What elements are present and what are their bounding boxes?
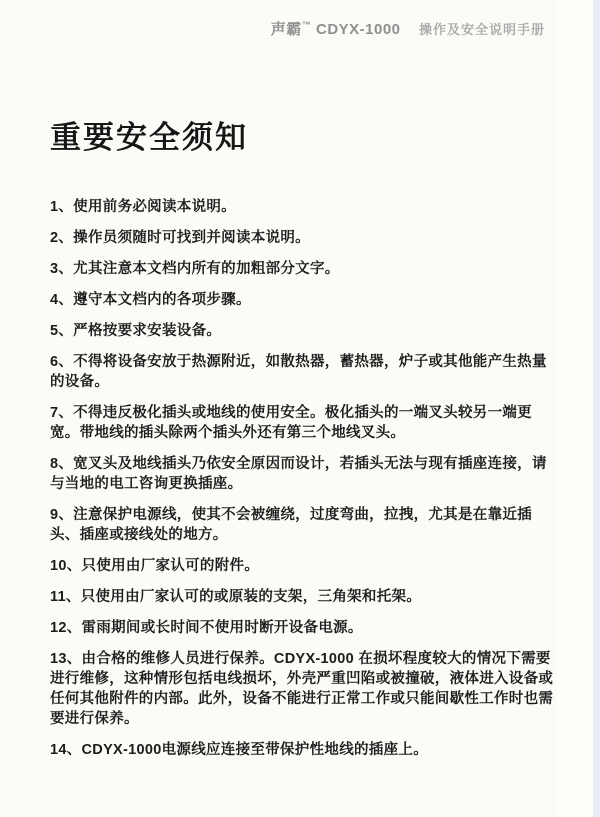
instruction-text: 不得将设备安放于热源附近，如散热器，蓄热器，炉子或其他能产生热量的设备。 [50,354,547,390]
instruction-text: 注意保护电源线，使其不会被缠绕，过度弯曲，拉拽，尤其是在靠近插头、插座或接线处的地方。 [50,507,532,543]
instruction-text: 遵守本文档内的各项步骤。 [73,292,251,308]
instruction-text: 由合格的维修人员进行保养。CDYX-1000 在损坏程度较大的情况下需要进行维修，这种情形包括电线损坏，外壳严重凹陷或被撞破，液体进入设备或任何其他附件的内部。此外，设备不能进行正常工作或只能间歇性工作时也需要进行保养。 [50,651,554,727]
instruction-text: CDYX-1000电源线应连接至带保护性地线的插座上。 [81,742,429,758]
instruction-item [50,197,554,217]
model-number: CDYX-1000 [311,21,401,38]
instruction-item [50,228,554,248]
instruction-text: 只使用由厂家认可的或原装的支架，三角架和托架。 [80,589,422,605]
brand-name: 声霸 [270,21,302,38]
trademark-symbol: ™ [301,20,312,30]
page-title: 重要安全须知 [50,120,248,155]
instruction-text: 使用前务必阅读本说明。 [73,199,236,215]
instruction-number: 13、 [50,651,82,667]
instruction-number: 12、 [50,620,82,636]
instruction-text: 操作员须随时可找到并阅读本说明。 [73,230,310,246]
page-header [0,18,545,39]
instruction-number: 3、 [50,261,74,277]
instruction-item [50,352,554,392]
instruction-text: 严格按要求安装设备。 [73,323,222,339]
instruction-number: 5、 [50,323,74,339]
page-edge-shadow [593,0,600,817]
page-edge-highlight [557,0,593,817]
instruction-text: 只使用由厂家认可的附件。 [81,558,260,574]
brand-model-text [271,21,401,38]
instruction-item [50,290,554,310]
page-content [50,112,554,771]
instruction-text: 雷雨期间或长时间不使用时断开设备电源。 [81,620,363,636]
instruction-number: 2、 [50,230,74,246]
instruction-item [50,505,554,545]
instruction-item [50,587,554,607]
instruction-number: 7、 [50,405,74,421]
instruction-number: 8、 [50,456,74,472]
instruction-item [50,321,554,341]
instruction-item [50,403,554,443]
instruction-number: 10、 [50,558,82,574]
instruction-text: 尤其注意本文档内所有的加粗部分文字。 [73,261,340,277]
instruction-number: 11、 [50,589,81,605]
instruction-number: 4、 [50,292,74,308]
instruction-number: 14、 [50,742,82,758]
safety-instructions-list [50,197,554,760]
instruction-text: 不得违反极化插头或地线的使用安全。极化插头的一端叉头较另一端更宽。带地线的插头除两个插头外还有第三个地线叉头。 [50,405,532,441]
instruction-number: 1、 [50,199,74,215]
instruction-number: 6、 [50,354,74,370]
instruction-item [50,740,554,760]
instruction-item [50,618,554,638]
instruction-item [50,556,554,576]
instruction-text: 宽叉头及地线插头乃依安全原因而设计，若插头无法与现有插座连接，请与当地的电工咨询更换插座。 [50,456,547,492]
instruction-item [50,259,554,279]
manual-subtitle: 操作及安全说明手册 [418,22,545,37]
instruction-number: 9、 [50,507,74,523]
instruction-item [50,649,554,729]
instruction-item [50,454,554,494]
